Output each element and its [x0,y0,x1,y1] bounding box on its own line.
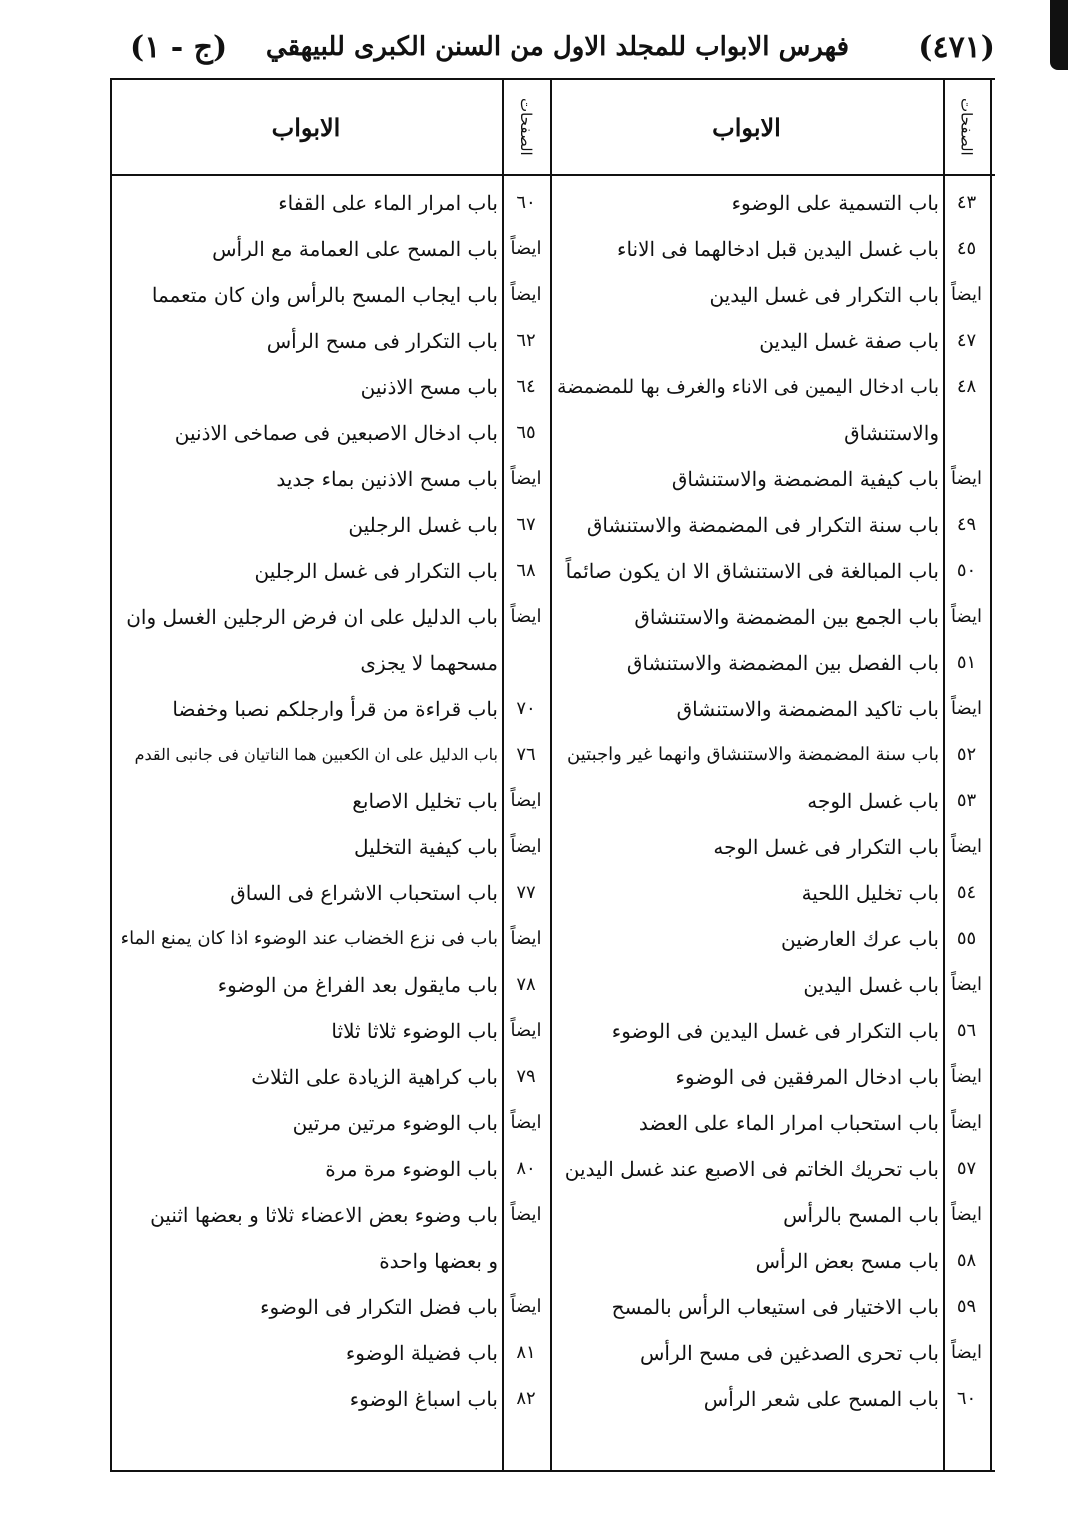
chapter-title: باب صفة غسل اليدين [759,329,939,353]
chapter-title: باب التكرار فى غسل الوجه [713,835,939,859]
chapter-title: باب التسمية على الوضوء [731,191,939,215]
chapter-title: باب استحباب الاشراع فى الساق [230,881,498,905]
page-ref: ايضاً [950,606,983,627]
chapter-title: باب الفصل بين المضمضة والاستنشاق [626,651,939,675]
table-row [110,502,995,548]
page-ref: ٦٥ [516,422,536,443]
table-row [110,594,995,640]
page-ref: ٧٦ [516,744,536,765]
page-ref: ايضاً [510,836,542,857]
table-row [110,1284,995,1330]
page-ref [943,410,990,456]
binding-shadow [1050,0,1068,70]
page-ref: ٦٤ [516,376,536,397]
chapter-title: باب وضوء بعض الاعضاء ثلاثا و بعضها اثنين [150,1203,498,1227]
table-row [110,1008,995,1054]
table-row [110,916,995,962]
page-ref: ايضاً [510,1204,542,1225]
page-ref: ايضاً [510,468,542,489]
chapter-title: باب ايجاب المسح بالرأس وان كان متعمما [151,283,498,307]
page-ref: ٧٠ [516,698,536,719]
chapter-title: باب امرار الماء على القفاء [278,191,498,215]
page-ref: ٦٠ [516,192,536,213]
table-row [110,732,995,778]
table-row [110,456,995,502]
table-row [110,962,995,1008]
table-row [110,410,995,456]
index-table [110,78,995,1472]
left-title-header: الابواب [271,112,341,142]
page-header [120,30,995,70]
chapter-title: باب غسل اليدين [803,973,939,997]
chapter-title: باب فى نزع الخضاب عند الوضوء اذا كان يمنع الماء [120,928,498,949]
table-row [110,1330,995,1376]
chapter-title: باب سنة التكرار فى المضمضة والاستنشاق [586,513,939,537]
page-ref: ايضاً [950,1342,983,1363]
page-ref: ٥٧ [956,1158,977,1179]
right-page-header: الصفحات [957,98,976,156]
volume-label: (ج - ١) [130,30,228,65]
page-ref: ٧٨ [516,974,536,995]
page-ref: ايضاً [510,928,542,949]
chapter-title: باب مايقول بعد الفراغ من الوضوء [217,973,498,997]
table-row [110,870,995,916]
chapter-title: باب غسل اليدين قبل ادخالهما فى الاناء [617,237,939,261]
chapter-title: باب المبالغة فى الاستنشاق الا ان يكون صائماً [565,559,939,583]
page-ref: ايضاً [510,1112,542,1133]
chapter-title: باب كيفية المضمضة والاستنشاق [671,467,939,491]
table-row [110,226,995,272]
page-ref: ايضاً [510,606,542,627]
chapter-title: مسحهما لا يجزى [360,651,498,675]
chapter-title: باب كراهية الزيادة على الثلاث [251,1065,498,1089]
table-row [110,180,995,226]
page-ref: ٦٠ [956,1388,977,1409]
page-number: (٤٧١) [918,30,995,65]
page-ref: ٤٣ [956,192,977,213]
page-ref: ٦٢ [516,330,536,351]
chapter-title: و بعضها واحدة [379,1249,498,1273]
table-row [110,548,995,594]
page-ref: ٤٨ [956,376,977,397]
chapter-title: باب قراءة من قرأ وارجلكم نصبا وخفضا [172,697,498,721]
chapter-title: باب سنة المضمضة والاستنشاق وانهما غير واجبتين [567,744,939,765]
chapter-title: باب مسح بعض الرأس [755,1249,939,1273]
chapter-title: باب الوضوء مرتين مرتين [292,1111,498,1135]
page-ref: ايضاً [950,1112,983,1133]
chapter-title: باب التكرار فى غسل اليدين فى الوضوء [611,1019,939,1043]
page-ref [502,640,550,686]
chapter-title: باب التكرار فى غسل اليدين [709,283,939,307]
table-row [110,1192,995,1238]
page-ref: ٦٨ [516,560,536,581]
chapter-title: باب مسح الاذنين بماء جديد [276,467,498,491]
page-ref: ايضاً [950,1204,983,1225]
page-ref: ٨٠ [516,1158,536,1179]
chapter-title: باب تاكيد المضمضة والاستنشاق [676,697,939,721]
page-ref: ٦٧ [516,514,536,535]
page-ref [502,1238,550,1284]
chapter-title: باب المسح بالرأس [783,1203,939,1227]
chapter-title: باب استحباب امرار الماء على العضد [638,1111,939,1135]
page-ref: ٧٩ [516,1066,536,1087]
chapter-title: باب الدليل على ان الكعبين هما الناتيان فى جانبى القدم [134,745,498,764]
page-ref: ٥٦ [956,1020,977,1041]
page-ref: ايضاً [950,468,983,489]
table-row [110,1376,995,1422]
page-ref: ايضاً [510,1296,542,1317]
table-row [110,778,995,824]
chapter-title: باب ادخال الاصبعين فى صماخى الاذنين [174,421,498,445]
table-row [110,824,995,870]
chapter-title: باب تخليل اللحية [801,881,939,905]
chapter-title: باب فضيلة الوضوء [345,1341,498,1365]
table-row [110,686,995,732]
chapter-title: باب تخليل الاصابع [352,789,498,813]
table-row [110,1100,995,1146]
left-page-header: الصفحات [517,98,535,156]
chapter-title: باب الوضوء ثلاثا ثلاثا [331,1019,498,1043]
chapter-title: باب الوضوء مرة مرة [325,1157,498,1181]
page-ref: ٥٤ [956,882,977,903]
page-ref: ايضاً [950,284,983,305]
chapter-title: باب الدليل على ان فرض الرجلين الغسل وان [126,605,498,629]
chapter-title: والاستنشاق [844,421,939,445]
right-title-header: الابواب [712,112,781,142]
chapter-title: باب التكرار فى غسل الرجلين [254,559,498,583]
page-ref: ٥٢ [956,744,977,765]
page-ref: ٥١ [956,652,977,673]
chapter-title: باب الاختيار فى استيعاب الرأس بالمسح [611,1295,939,1319]
page-ref: ٧٧ [516,882,536,903]
page-ref: ٤٥ [956,238,977,259]
chapter-title: باب مسح الاذنين [360,375,498,399]
page-ref: ٥٥ [956,928,977,949]
table-row [110,1054,995,1100]
table-row [110,1238,995,1284]
chapter-title: باب اسباغ الوضوء [349,1387,498,1411]
chapter-title: باب المسح على شعر الرأس [703,1387,939,1411]
chapter-title: باب عرك العارضين [781,927,939,951]
page-ref: ايضاً [950,836,983,857]
table-row [110,640,995,686]
page-ref: ايضاً [510,790,542,811]
page-ref: ٥٨ [956,1250,977,1271]
page-ref: ايضاً [950,974,983,995]
page-ref: ٥٠ [956,560,977,581]
chapter-title: باب ادخال اليمين فى الاناء والغرف بها للمضمضة [557,376,939,398]
chapter-title: باب التكرار فى مسح الرأس [266,329,498,353]
page-ref: ايضاً [510,238,542,259]
table-row [110,364,995,410]
page-ref: ايضاً [510,1020,542,1041]
page-ref: ٥٩ [956,1296,977,1317]
page-ref: ٨٢ [516,1388,536,1409]
table-row [110,272,995,318]
page-ref: ايضاً [950,698,983,719]
page-ref: ايضاً [950,1066,983,1087]
chapter-title: باب كيفية التخليل [353,835,498,859]
table-row [110,1146,995,1192]
chapter-title: باب تحريك الخاتم فى الاصبع عند غسل اليدين [564,1157,939,1181]
page-ref: ايضاً [510,284,542,305]
chapter-title: باب ادخال المرفقين فى الوضوء [675,1065,939,1089]
page-ref: ٤٩ [956,514,977,535]
table-row [110,318,995,364]
chapter-title: باب الجمع بين المضمضة والاستنشاق [634,605,939,629]
page-ref: ٤٧ [956,330,977,351]
chapter-title: باب غسل الرجلين [348,513,498,537]
chapter-title: باب المسح على العمامة مع الرأس [212,237,498,261]
page-title: فهرس الابواب للمجلد الاول من السنن الكبرى للبيهقي [265,32,850,62]
page-ref: ٥٣ [956,790,977,811]
page-ref: ٨١ [516,1342,536,1363]
chapter-title: باب غسل الوجه [807,789,939,813]
header-rule [110,174,995,176]
chapter-title: باب تحرى الصدغين فى مسح الرأس [639,1341,939,1365]
chapter-title: باب فضل التكرار فى الوضوء [260,1295,498,1319]
